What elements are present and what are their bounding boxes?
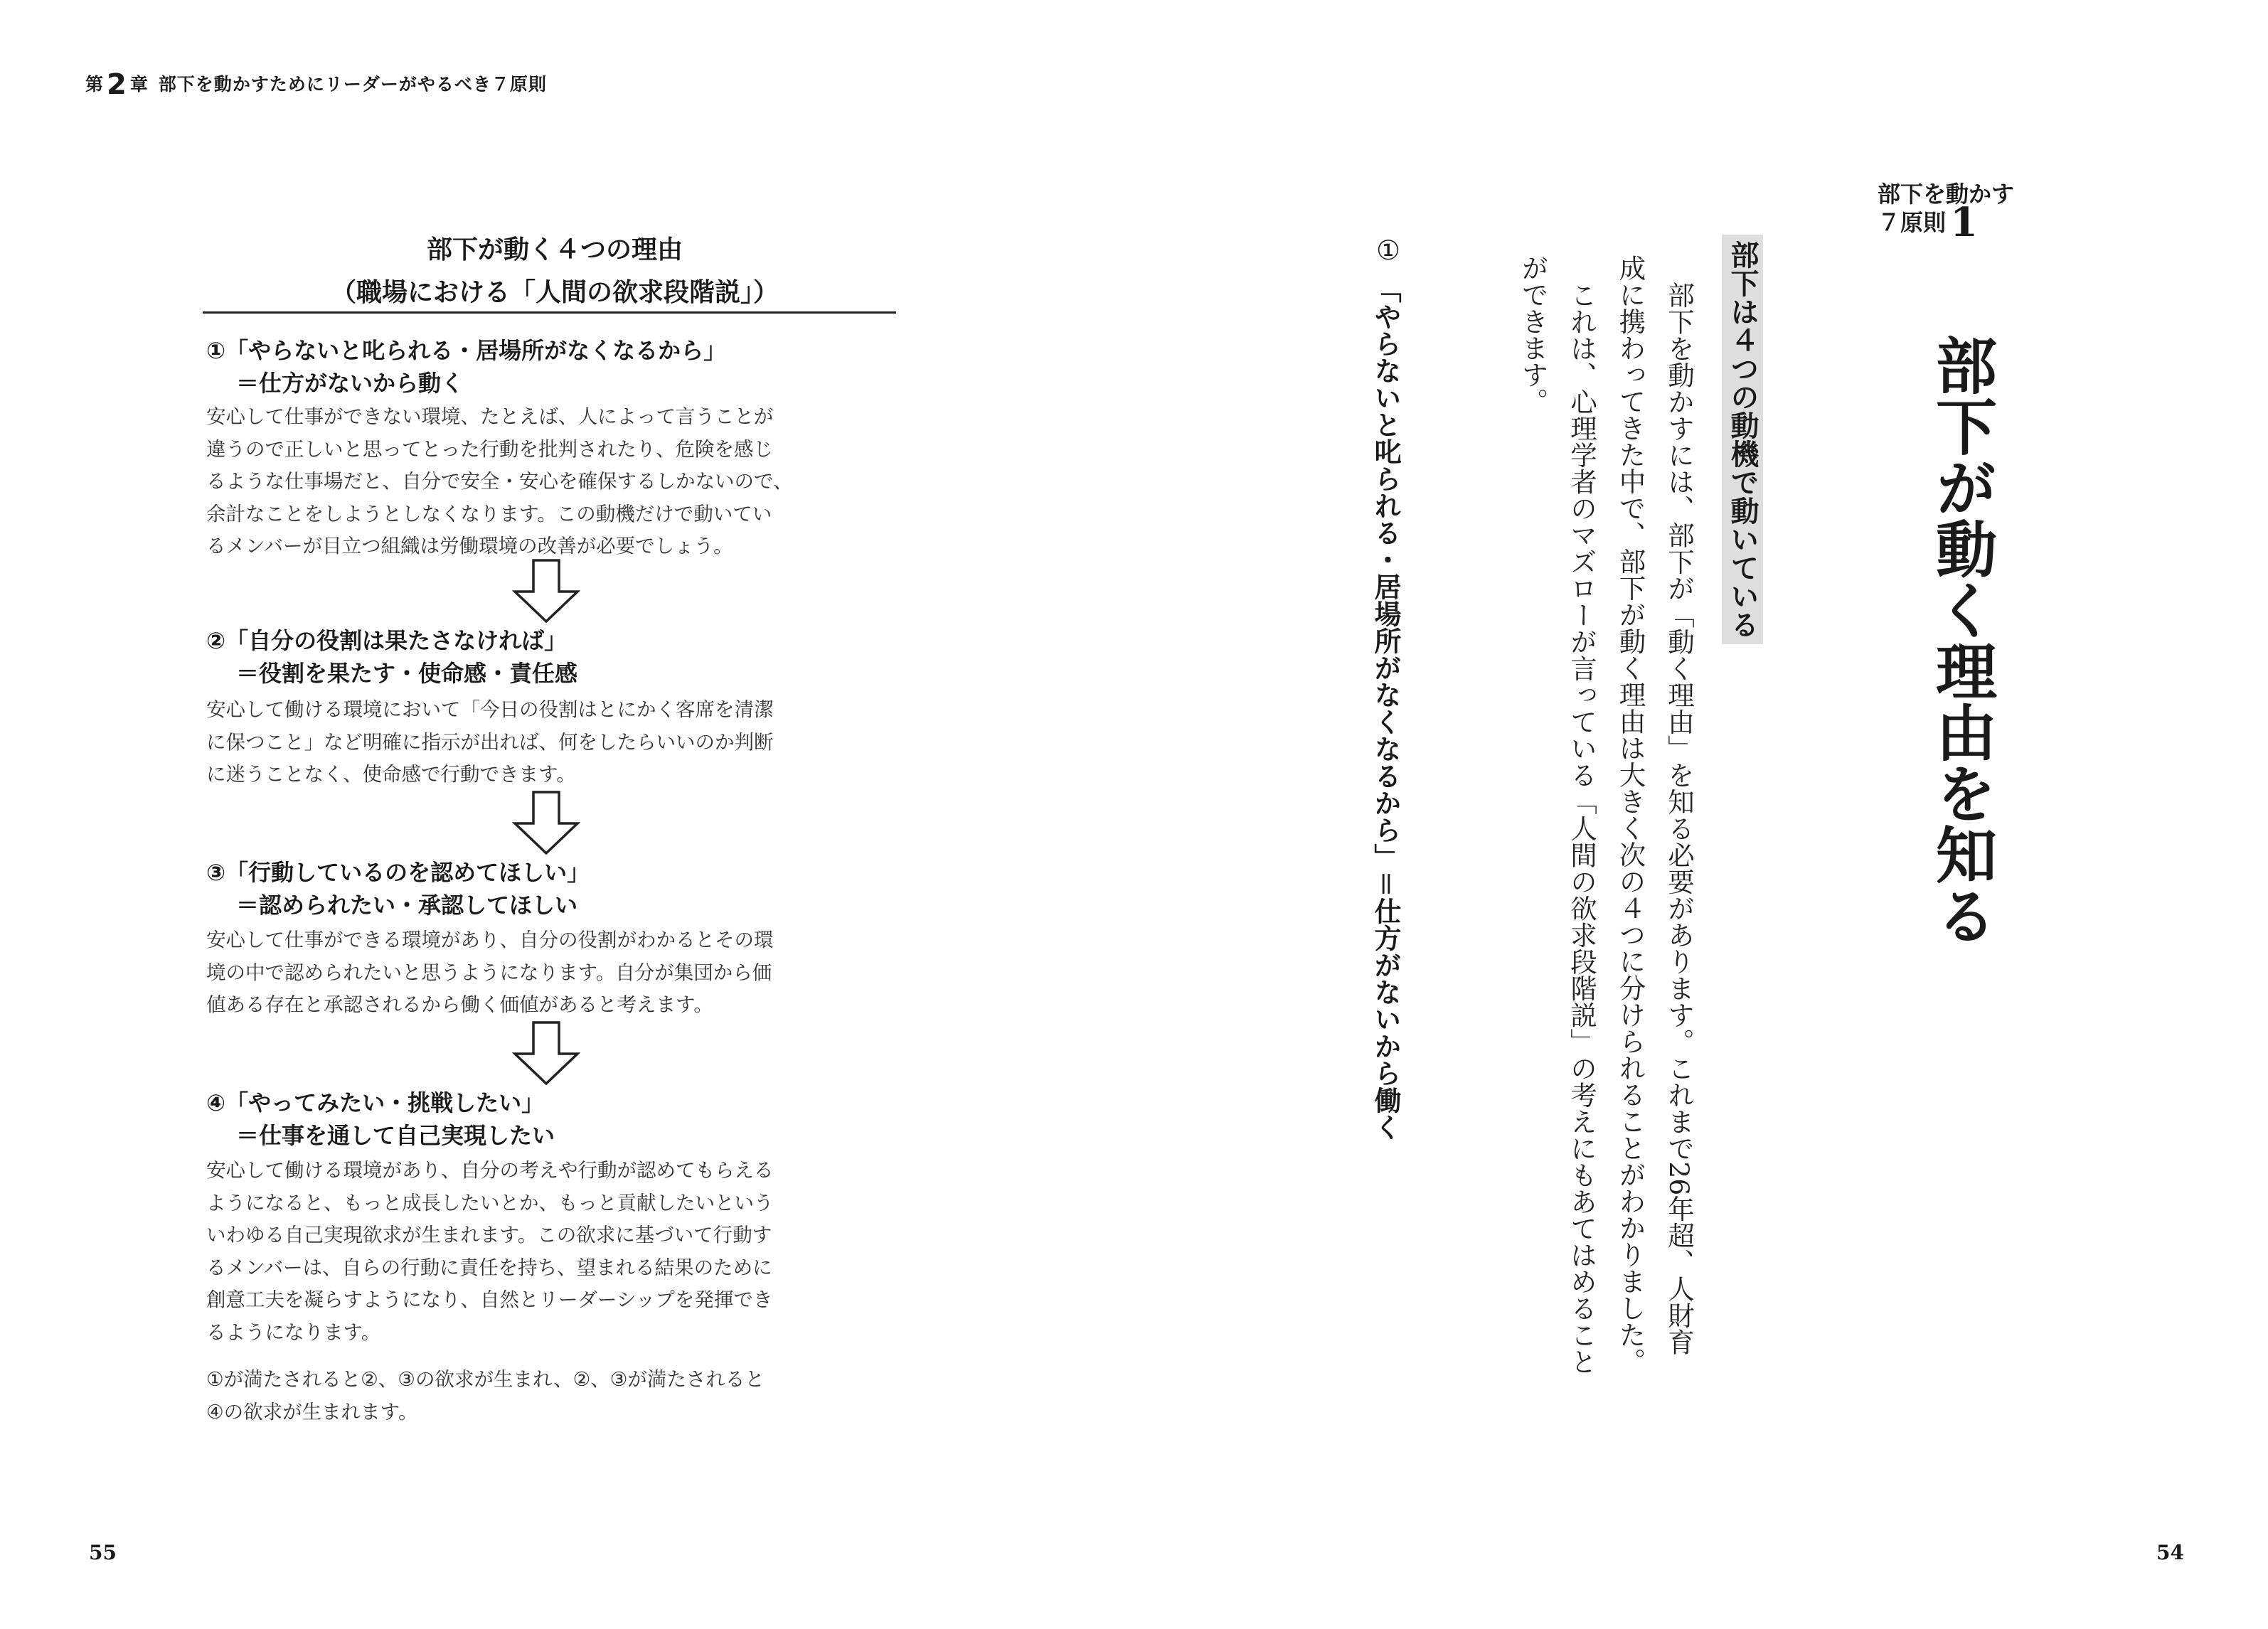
section-1-line: 違うので正しいと思ってとった行動を批判されたり、危険を感じ	[206, 437, 773, 461]
section-2-heading	[206, 624, 903, 690]
section-4-line: 安心して働ける環境があり、自分の考えや行動が認めてもらえる	[206, 1159, 774, 1182]
box-title	[213, 229, 896, 314]
section-3-heading-line-1: ③「行動しているのを認めてほしい」	[206, 859, 590, 886]
section-1-heading-line-2: ＝仕方がないから動く	[236, 370, 464, 397]
section-1-line: 余計なことをしようとしなくなります。この動機だけで動いてい	[206, 502, 772, 525]
rule-label	[1878, 180, 2015, 246]
running-header	[85, 68, 547, 101]
summary-line: ①が満たされると②、③の欲求が生まれ、②、③が満たされると	[206, 1368, 765, 1391]
summary-note	[206, 1364, 900, 1428]
down-arrow-icon	[512, 1021, 580, 1086]
section-2-line: に迷うことなく、使命感で行動できます。	[206, 763, 576, 786]
section-1-line: 安心して仕事ができない環境、たとえば、人によって言うことが	[206, 405, 774, 428]
rule-label-text: ７原則	[1878, 209, 1947, 236]
section-3-heading	[206, 856, 903, 922]
section-2-heading-line-1: ②「自分の役割は果たさなければ」	[206, 627, 568, 654]
page-number-right: 54	[2156, 1541, 2184, 1564]
section-4-line: 創意工夫を凝らすようになり、自然とリーダーシップを発揮でき	[206, 1288, 773, 1311]
section-1-line: るような仕事場だと、自分で安全・安心を確保するしかないので、	[206, 470, 793, 493]
section-2-body	[206, 694, 900, 791]
section-4-heading-line-1: ④「やってみたい・挑戦したい」	[206, 1089, 545, 1116]
box-title-line-1: 部下が動く４つの理由	[426, 235, 683, 265]
box-title-rule	[203, 311, 896, 314]
section-1-body	[206, 401, 900, 563]
section-3-line: 値ある存在と承認されるから働く価値があると考えます。	[206, 993, 713, 1016]
section-3-line: 境の中で認められたいと思うようになります。自分が集団から価	[206, 961, 772, 984]
rule-number: 1	[1950, 199, 1978, 246]
section-subhead: 部下は４つの動機で動いている	[1722, 235, 1763, 644]
section-4-line: るメンバーは、自らの行動に責任を持ち、望まれる結果のために	[206, 1256, 772, 1279]
section-4-line: るようになります。	[206, 1320, 381, 1344]
page-number-left: 55	[89, 1541, 117, 1564]
section-3-body	[206, 924, 900, 1022]
section-3-heading-line-2: ＝認められたい・承認してほしい	[236, 892, 578, 919]
rule-label-line-2	[1878, 199, 2014, 246]
chapter-title: 部下が動く理由を知る	[1925, 334, 1996, 946]
point-1-heading: 「やらないと叱られる・居場所がなくなるから」＝仕方がないから働く	[1370, 276, 1401, 1141]
box-title-line-2: （職場における「人間の欲求段階説」）	[330, 278, 779, 307]
section-4-heading	[206, 1086, 903, 1152]
point-1-number: ①	[1375, 235, 1401, 266]
section-1-line: るメンバーが目立つ組織は労働環境の改善が必要でしょう。	[206, 535, 733, 557]
section-4-body	[206, 1155, 900, 1349]
section-4-line: ようになると、もっと成長したいとか、もっと貢献したいという	[206, 1191, 774, 1214]
down-arrow-icon	[512, 559, 580, 624]
chapter-suffix: 章	[129, 74, 149, 95]
section-3-line: 安心して仕事ができる環境があり、自分の役割がわかるとその環	[206, 929, 774, 951]
section-2-heading-line-2: ＝役割を果たす・使命感・責任感	[236, 660, 578, 687]
body-text	[1508, 255, 1703, 1378]
body-paragraph: これは、心理学者のマズローが言っている「人間の欲求段階説」の考えにもあてはめることができます。	[1517, 255, 1597, 1374]
running-header-title: 部下を動かすためにリーダーがやるべき７原則	[158, 74, 547, 95]
section-1-heading-line-1: ①「やらないと叱られる・居場所がなくなるから」	[206, 337, 727, 364]
rule-label-line-1: 部下を動かす	[1878, 181, 2015, 208]
body-paragraph: 部下を動かすには、部下が「動く理由」を知る必要があります。これまで26年超、人財育成に携わってきた中で、部下が動く理由は大きく次の４つに分けられることがわかりました。	[1614, 255, 1695, 1374]
section-2-line: に保つこと」など明確に指示が出れば、何をしたらいいのか判断	[206, 730, 774, 754]
section-2-line: 安心して働ける環境において「今日の役割はとにかく客席を清潔	[206, 698, 774, 721]
section-4-heading-line-2: ＝仕事を通して自己実現したい	[236, 1122, 555, 1149]
down-arrow-icon	[512, 791, 580, 856]
section-4-line: いわゆる自己実現欲求が生まれます。この欲求に基づいて行動す	[206, 1224, 772, 1246]
section-1-heading	[206, 334, 903, 400]
chapter-number: 2	[107, 68, 127, 101]
summary-line: ④の欲求が生まれます。	[206, 1400, 418, 1424]
chapter-prefix: 第	[85, 74, 105, 95]
